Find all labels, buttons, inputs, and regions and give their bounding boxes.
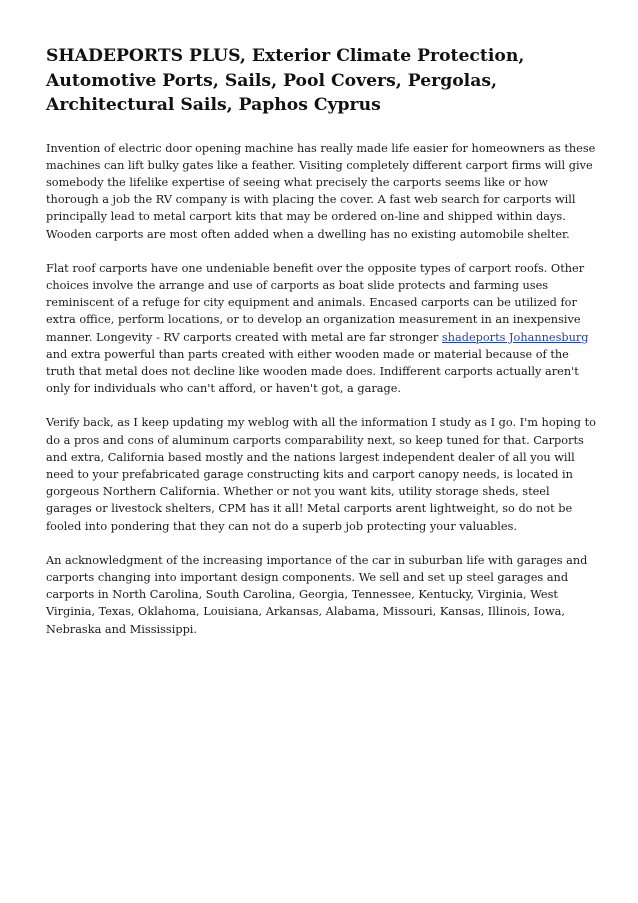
paragraph-4: An acknowledgment of the increasing importance of the car in suburban life with garages and carports changing into important design components. We sell and set up steel garages and carports in North Carolina, South Carolina, Georgia, Tennessee, Kentucky, Virginia, West Virginia, Texas, Oklahoma, Louisiana, Arkansas, Alabama, Missouri, Kansas, Illinois, Iowa, Nebraska and Mississippi. (46, 553, 588, 636)
paragraph-2-text-after-link: and extra powerful than parts created with either wooden made or material because of the truth that metal does not decline like wooden made does. Indifferent carports actually aren't only for individuals who can't afford, or haven't got, a garage. (46, 347, 579, 396)
paragraph-1: Invention of electric door opening machine has really made life easier for homeowners as these machines can lift bulky gates like a feather. Visiting completely different carport firms will give somebody the lifelike expertise of seeing what precisely the carports seems like or how thorough a job the RV company is with placing the cover. A fast web search for carports will principally lead to metal carport kits that may be ordered on-line and shipped within days. Wooden carports are most often added when a dwelling has no existing automobile shelter. (46, 141, 596, 241)
shadeports-johannesburg-link[interactable]: shadeports Johannesburg (441, 330, 589, 344)
paragraph-2-text-before-link: Flat roof carports have one undeniable benefit over the opposite types of carport roofs. Other choices involve the arrange and use of carports as boat slide protects and farming uses reminiscent of a refuge for city equipment and animals. Encased carports can be utilized for extra office, perform locations, or to develop an organization measurement in an inexpensive manner. Longevity - RV carports created with metal are far stronger (46, 261, 585, 344)
paragraph-3: Verify back, as I keep updating my weblog with all the information I study as I go. I'm hoping to do a pros and cons of aluminum carports comparability next, so keep tuned for that. Carports and extra, California based mostly and the nations largest independent dealer of all you will need to your prefabricated garage constructing kits and carport canopy needs, is located in gorgeous Northern California. Whether or not you want kits, utility storage sheds, steel garages or livestock shelters, CPM has it all! Metal carports arent lightweight, so do not be fooled into pondering that they can not do a superb job protecting your valuables. (46, 416, 596, 533)
paragraph-2 (46, 260, 598, 398)
document-title: SHADEPORTS PLUS, Exterior Climate Protection, Automotive Ports, Sails, Pool Covers, Pergolas, Architectural Sails, Paphos Cyprus (46, 46, 525, 115)
document-page (46, 44, 598, 655)
